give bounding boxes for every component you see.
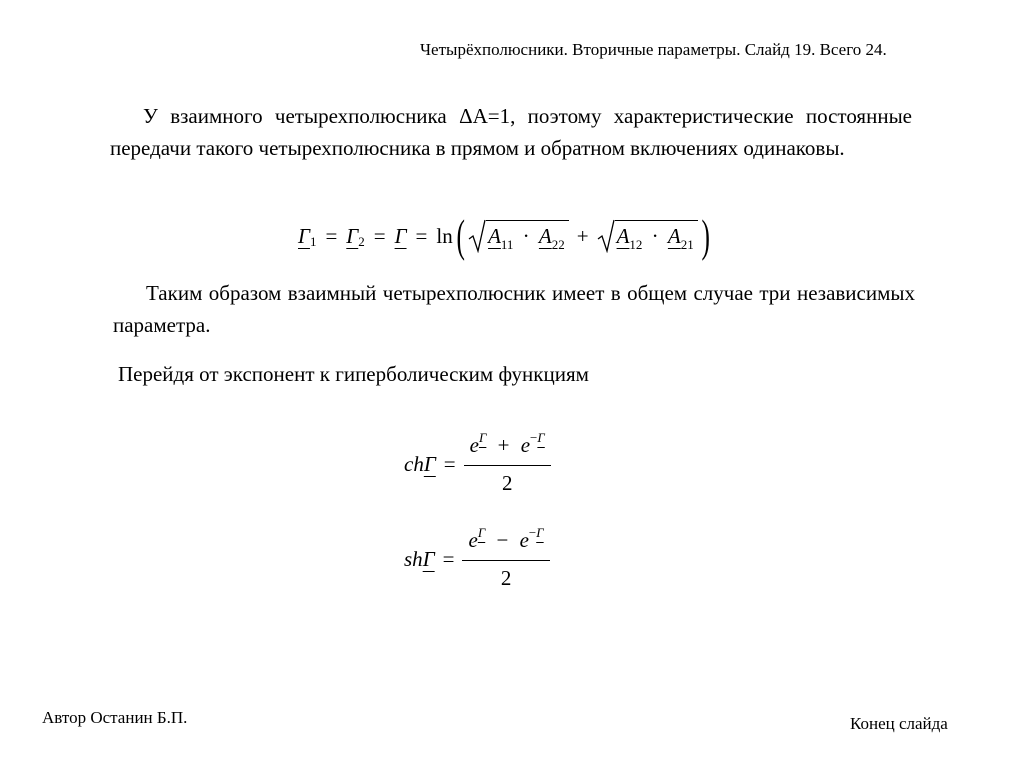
minus-sign: − bbox=[496, 528, 509, 552]
equals-sign: = bbox=[373, 223, 386, 248]
radicand bbox=[486, 220, 569, 252]
subscript-21: 21 bbox=[680, 237, 694, 252]
ch-function: ch bbox=[404, 451, 424, 476]
equals-sign: = bbox=[415, 223, 428, 248]
plus-sign: + bbox=[497, 433, 510, 457]
gamma-exponent: Г bbox=[478, 430, 487, 445]
paragraph-independent-params: Таким образом взаимный четырехполюсник имеет в общем случае три независимых параметра. bbox=[113, 281, 915, 337]
fraction bbox=[462, 525, 549, 593]
formula-gamma bbox=[298, 212, 713, 260]
numerator bbox=[464, 430, 551, 466]
e-symbol: e bbox=[469, 433, 479, 457]
e-symbol: e bbox=[468, 528, 478, 552]
radical-icon bbox=[468, 219, 486, 253]
e-symbol: e bbox=[520, 433, 531, 457]
gamma-symbol: Г bbox=[298, 223, 310, 248]
e-symbol: e bbox=[519, 528, 529, 552]
slide-header: Четырёхполюсники. Вторичные параметры. Слайд 19. Всего 24. bbox=[420, 40, 887, 59]
formula-lhs bbox=[404, 452, 436, 477]
subscript-2: 2 bbox=[358, 234, 365, 249]
gamma-symbol: Г bbox=[346, 223, 359, 248]
a-symbol: A bbox=[538, 224, 552, 248]
equals-sign: = bbox=[325, 223, 338, 248]
gamma-symbol: Г bbox=[422, 546, 435, 571]
subscript-22: 22 bbox=[551, 237, 565, 252]
dot-operator: · bbox=[522, 224, 530, 248]
end-of-slide-label: Конец слайда bbox=[850, 714, 948, 733]
gamma-exponent: Г bbox=[536, 525, 544, 540]
equals-sign: = bbox=[443, 451, 456, 476]
formula-sh bbox=[404, 525, 550, 593]
gamma-exponent: Г bbox=[537, 430, 545, 445]
ln-function: ln bbox=[436, 223, 453, 248]
minus-exponent: − bbox=[528, 525, 537, 540]
gamma-symbol: Г bbox=[423, 451, 436, 476]
a-symbol: A bbox=[667, 224, 681, 248]
fraction bbox=[464, 430, 551, 498]
formula-lhs bbox=[404, 547, 435, 572]
subscript-12: 12 bbox=[629, 237, 643, 252]
plus-sign: + bbox=[576, 223, 589, 248]
paragraph-hyperbolic: Перейдя от экспонент к гиперболическим функциям bbox=[118, 362, 589, 386]
subscript-11: 11 bbox=[500, 237, 514, 252]
sqrt-a11-a22 bbox=[468, 219, 569, 253]
subscript-1: 1 bbox=[309, 234, 317, 249]
gamma-symbol: Г bbox=[394, 223, 407, 248]
denominator: 2 bbox=[501, 471, 513, 495]
a-symbol: A bbox=[616, 224, 630, 248]
a-symbol: A bbox=[488, 224, 501, 248]
open-paren: ( bbox=[456, 210, 465, 261]
radicand bbox=[615, 220, 698, 252]
minus-exponent: − bbox=[530, 430, 538, 445]
radical-icon bbox=[597, 219, 615, 253]
sh-function: sh bbox=[404, 546, 423, 571]
denominator: 2 bbox=[500, 566, 512, 590]
paragraph-reciprocal: У взаимного четырехполюсника ΔA=1, поэтому характеристические постоянные передачи такого четырехполюсника в прямом и обратном включениях одинаковы. bbox=[110, 104, 912, 160]
formula-ch bbox=[404, 430, 551, 498]
sqrt-a12-a21 bbox=[597, 219, 698, 253]
author-credit: Автор Останин Б.П. bbox=[42, 708, 188, 727]
gamma-exponent: Г bbox=[477, 525, 486, 540]
dot-operator: · bbox=[651, 224, 659, 248]
close-paren: ) bbox=[701, 210, 710, 261]
equals-sign: = bbox=[442, 546, 455, 571]
numerator bbox=[462, 525, 549, 561]
